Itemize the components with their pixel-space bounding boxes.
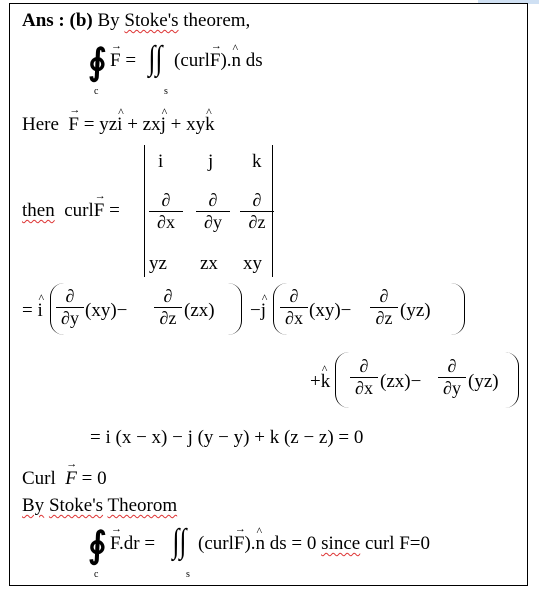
stokes-eq2-lhs: [110, 534, 155, 553]
e1-dz-den: ∂z: [159, 308, 177, 328]
e2-dy-num: ∂: [438, 356, 466, 378]
stokes2-rest: curl F=0: [364, 533, 431, 554]
det-row1-j: j: [208, 151, 214, 172]
partial-dy-den: ∂y: [204, 212, 222, 232]
det-F: → F: [94, 201, 105, 220]
contour-integral-symbol-2: ∮: [88, 525, 95, 565]
det-eq: =: [109, 200, 120, 221]
e1-j: ^ j: [261, 301, 266, 320]
stoke-theorom: Theorom: [107, 495, 178, 516]
partial-dx-num: ∂: [149, 190, 183, 212]
here-j: ^ j: [161, 115, 166, 134]
answer-label: Ans : (b): [22, 10, 93, 31]
stoke-title-line: [22, 496, 177, 515]
determinant-left-bar: [144, 145, 145, 277]
e1-dz2-den: ∂z: [375, 308, 393, 328]
curl-zero-label: Curl: [22, 468, 56, 489]
partial-dx: [149, 190, 183, 233]
stokes2-nds: ^ n ds = 0: [256, 534, 317, 553]
e1-dy-num: ∂: [56, 286, 84, 308]
expand1-eq-sign: =: [22, 300, 33, 321]
here-p2: + xy: [165, 114, 206, 135]
heading-by: By: [97, 10, 120, 31]
partial-dz: [240, 190, 274, 233]
e1-minus2: −: [250, 300, 261, 321]
e2-plus: +: [310, 371, 321, 392]
answer-heading: [22, 11, 250, 30]
e1-dz2-num: ∂: [370, 286, 398, 308]
e1-minus: −: [116, 300, 128, 321]
here-p1: + zx: [122, 114, 161, 135]
stokes2-F: → F).: [234, 534, 256, 553]
det-row1-k: k: [252, 151, 262, 172]
expand1-xy-term: [85, 301, 127, 320]
expand1-frac-dy: [56, 286, 84, 329]
stokes2-curl: (curl: [198, 533, 234, 554]
here-i: ^ i: [117, 115, 122, 134]
e1-xy: (xy): [85, 300, 117, 321]
contour-integral-symbol: ∮: [88, 42, 95, 82]
curl-word: curl: [64, 200, 94, 221]
expand1-i: ^ i: [37, 301, 42, 320]
expand1-xy2-term: [309, 301, 351, 320]
det-row3-xy: xy: [243, 253, 262, 274]
stokes1-curl: (curl: [174, 50, 210, 71]
expand1-frac-dx: [280, 286, 308, 329]
det-row1-i: i: [158, 151, 164, 172]
expand1-yz-term: (yz): [400, 300, 431, 321]
field-definition: [22, 115, 215, 134]
stokes-eq1-rhs: [174, 51, 263, 70]
e2-k: ^ k: [321, 372, 331, 391]
stokes-eq1-lhs: [110, 51, 136, 70]
answer-box: [9, 3, 528, 586]
e1-dx-den: ∂x: [285, 308, 303, 328]
e2-dx-den: ∂x: [355, 378, 373, 398]
partial-dy-num: ∂: [196, 190, 230, 212]
curl-zero-F: → F: [65, 469, 77, 488]
stokes2-since: since: [321, 533, 361, 554]
partial-dy: [196, 190, 230, 233]
partial-dz-num: ∂: [240, 190, 274, 212]
e2-zx: (zx): [380, 371, 411, 392]
expand2-yz-term: (yz): [468, 371, 499, 392]
e1-dy-den: ∂y: [61, 308, 79, 328]
subscript-c-2: c: [94, 569, 99, 580]
heading-stoke: Stoke's: [124, 10, 179, 31]
expand2-plus-k: [310, 372, 330, 391]
e2-dx-num: ∂: [350, 356, 378, 378]
subscript-s: s: [164, 86, 168, 97]
stokes1-lhs-text: → F =: [110, 51, 136, 70]
expand1-frac-dz2: [370, 286, 398, 329]
expand2-frac-dx: [350, 356, 378, 399]
expand1-eq: [22, 301, 43, 320]
double-integral-symbol-1: ∫∫: [148, 40, 163, 77]
partial-dz-den: ∂z: [248, 212, 266, 232]
curl-zero-eq: = 0: [81, 468, 107, 489]
curl-determinant-label: [22, 201, 120, 220]
then-word: then: [22, 200, 55, 221]
e1-minus3: −: [340, 300, 352, 321]
e2-dy-den: ∂y: [443, 378, 461, 398]
result-line: = i (x − x) − j (y − y) + k (z − z) = 0: [90, 427, 364, 448]
expand1-zx-term: (zx): [184, 300, 215, 321]
det-row3-zx: zx: [200, 253, 218, 274]
curl-zero-line: [22, 469, 107, 488]
e1-dx-num: ∂: [280, 286, 308, 308]
here-label: Here: [22, 114, 59, 135]
expand1-frac-dz: [154, 286, 182, 329]
subscript-s-2: s: [186, 569, 190, 580]
heading-theorem: theorem,: [183, 10, 251, 31]
here-eq: = yz: [83, 114, 118, 135]
stoke-name: Stoke's: [48, 495, 104, 516]
expand1-minus-j: [250, 301, 266, 320]
e1-dz-num: ∂: [154, 286, 182, 308]
det-row3-yz: yz: [149, 253, 167, 274]
e1-xy2: (xy): [309, 300, 341, 321]
here-k: ^ k: [205, 115, 215, 134]
expand2-frac-dy: [438, 356, 466, 399]
e2-minus: −: [410, 371, 422, 392]
subscript-c: c: [94, 86, 99, 97]
double-integral-symbol-2: ∫∫: [172, 523, 187, 560]
partial-dx-den: ∂x: [157, 212, 175, 232]
expand2-zx-term: [380, 372, 421, 391]
stokes1-nds: ^ n ds: [232, 51, 263, 70]
stokes-eq2-rhs: [198, 534, 430, 553]
stokes-equation-1: [88, 44, 95, 80]
stokes2-lhs-text: → F.dr =: [110, 534, 155, 553]
here-F: → F: [68, 115, 79, 134]
stokes1-F: → F).: [210, 51, 232, 70]
stoke-by: By: [22, 495, 45, 516]
